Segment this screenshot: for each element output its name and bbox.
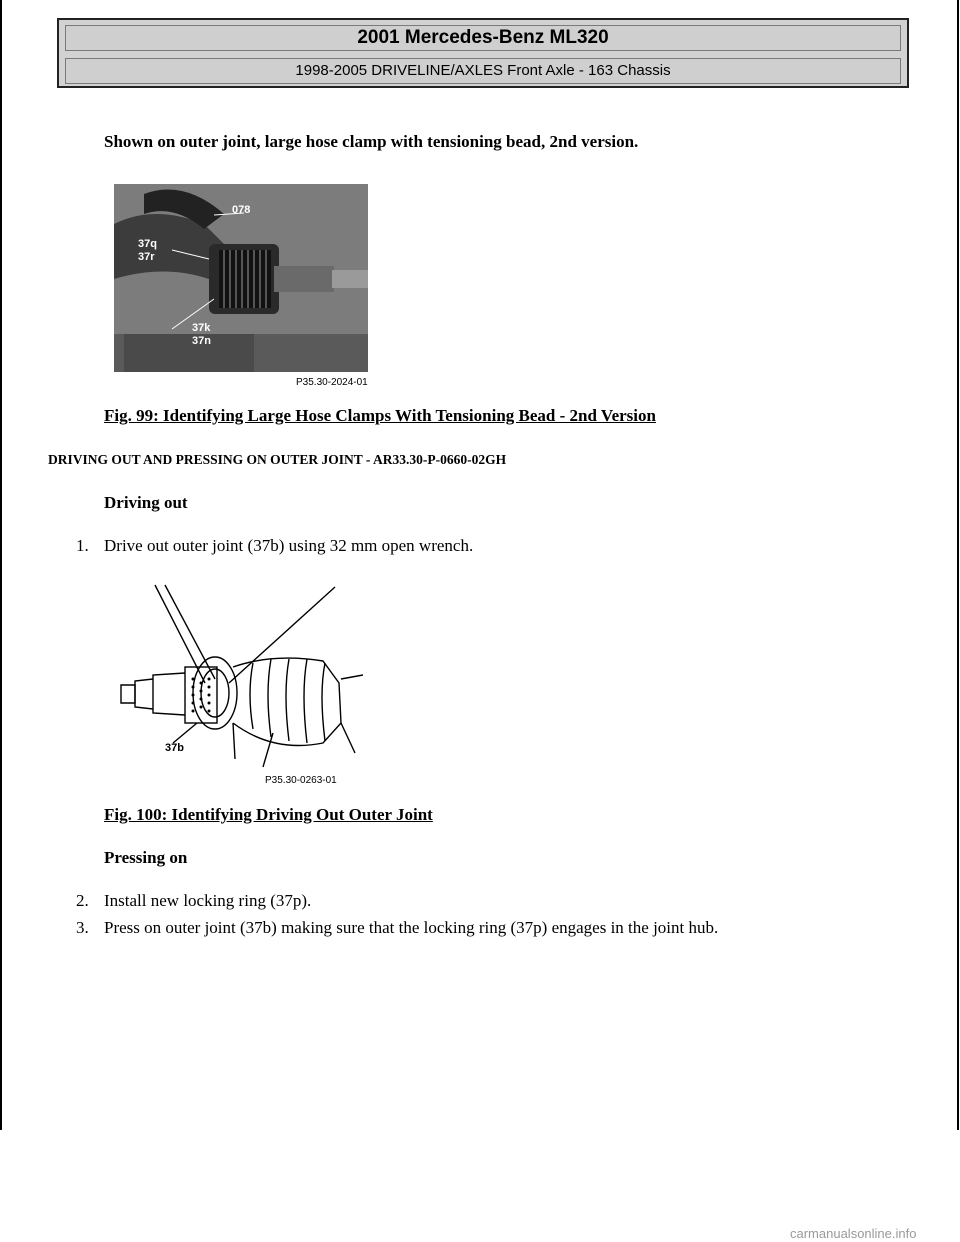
fig99-label-37n: 37n [192,335,211,347]
watermark: carmanualsonline.info [790,1226,917,1241]
page-border-right [957,0,959,1130]
figure-100-caption: Fig. 100: Identifying Driving Out Outer Joint [104,805,433,824]
fig99-label-078: 078 [232,204,251,216]
fig100-code: P35.30-0263-01 [265,775,337,786]
intro-text: Shown on outer joint, large hose clamp with tensioning bead, 2nd version. [104,132,639,151]
fig100-label-37b: 37b [165,742,184,754]
pressing-on-heading: Pressing on [104,848,188,867]
header-subtitle: 1998-2005 DRIVELINE/AXLES Front Axle - 163 Chassis [65,58,901,84]
figure-100-image [113,583,363,788]
fig99-label-37q: 37q [138,238,157,250]
figure-99-caption: Fig. 99: Identifying Large Hose Clamps With Tensioning Bead - 2nd Version [104,406,656,425]
fig99-label-37r: 37r [138,251,155,263]
header-title: 2001 Mercedes-Benz ML320 [65,25,901,51]
fig99-label-37k: 37k [192,322,211,334]
step-3-number: 3. [76,918,89,937]
fig99-code: P35.30-2024-01 [296,377,368,388]
step-1-text: Drive out outer joint (37b) using 32 mm open wrench. [104,536,474,555]
page-border-left [0,0,2,1130]
step-1-number: 1. [76,536,89,555]
page-header [57,18,909,88]
driving-out-heading: Driving out [104,493,188,512]
step-3-text: Press on outer joint (37b) making sure that the locking ring (37p) engages in the joint hub. [104,918,719,937]
section-heading: DRIVING OUT AND PRESSING ON OUTER JOINT - AR33.30-P-0660-02GH [48,452,507,467]
step-2-text: Install new locking ring (37p). [104,891,312,910]
step-2-number: 2. [76,891,89,910]
figure-99-image [114,184,368,393]
